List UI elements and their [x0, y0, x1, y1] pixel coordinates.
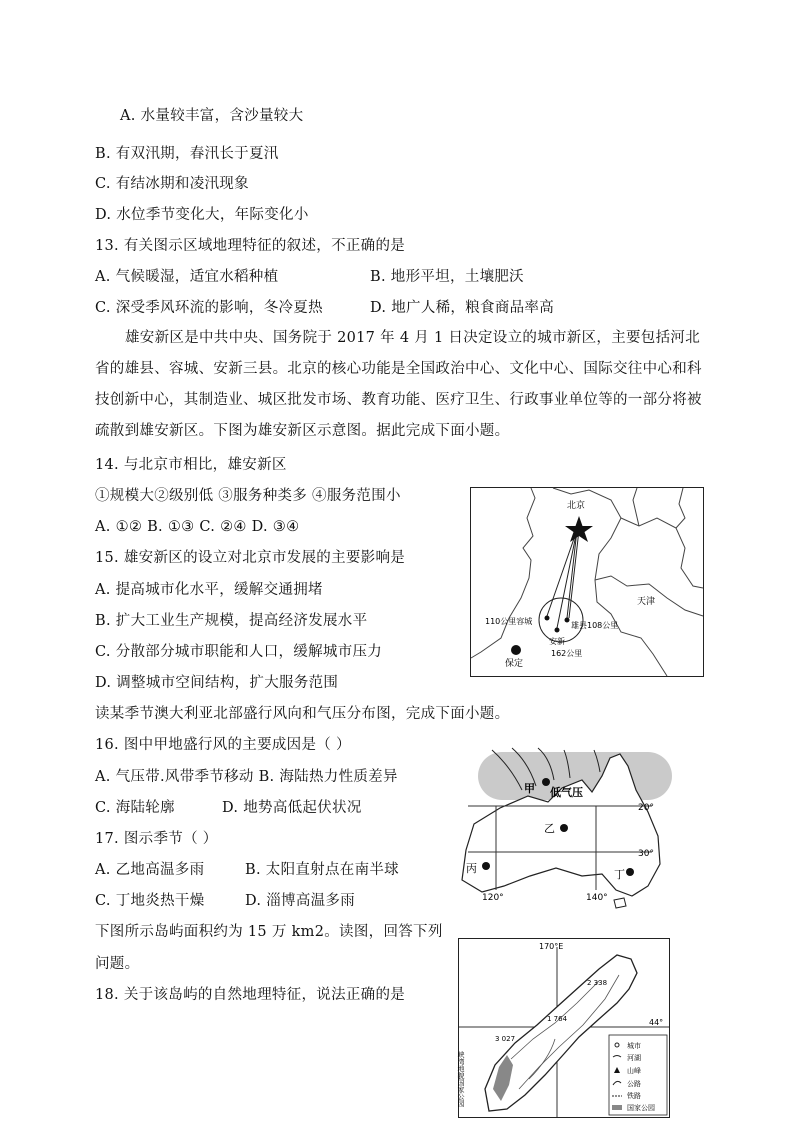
- lat-20-label: 20°: [638, 803, 654, 813]
- park-legend-icon: [612, 1105, 622, 1110]
- legend-city: 城市: [627, 1042, 641, 1050]
- baoding-label: 保定: [505, 659, 524, 669]
- q17-option-a: A. 乙地高温多雨: [95, 862, 205, 878]
- yi-dot-icon: [560, 824, 568, 832]
- xiongxian-dot-icon: [565, 618, 570, 623]
- bing-dot-icon: [482, 862, 490, 870]
- q16-option-d: D. 地势高低起伏状况: [222, 800, 362, 816]
- bing-label: 丙: [466, 862, 477, 875]
- q15-option-b: B. 扩大工业生产规模，提高经济发展水平: [95, 613, 368, 629]
- island-map-svg: [459, 939, 669, 1117]
- q17-stem: 17. 图示季节（ ）: [95, 831, 218, 847]
- legend-park: 国家公园: [627, 1104, 655, 1112]
- q13-stem: 13. 有关图示区域地理特征的叙述，不正确的是: [95, 238, 406, 254]
- distance-lines: [547, 530, 579, 628]
- anxin-distance-label: 162公里: [551, 649, 583, 658]
- peak-1764-label: 1 764: [547, 1015, 568, 1023]
- beijing-star-icon: [565, 516, 593, 542]
- national-park-label: 峡湾地貌国家公园: [457, 1051, 465, 1107]
- australia-intro: 读某季节澳大利亚北部盛行风向和气压分布图，完成下面小题。: [95, 706, 510, 722]
- tianjin-label: 天津: [637, 597, 656, 607]
- legend-river: 河湖: [627, 1054, 641, 1062]
- jia-label: 甲: [524, 782, 535, 795]
- peak-2338-label: 2 338: [587, 979, 608, 987]
- q15-stem: 15. 雄安新区的设立对北京市发展的主要影响是: [95, 550, 406, 566]
- rongcheng-label: 110公里容城: [485, 617, 533, 626]
- q17-option-c: C. 丁地炎热干燥: [95, 893, 205, 909]
- ding-label: 丁: [614, 868, 625, 881]
- xiongan-passage: 雄安新区是中共中央、国务院于 2017 年 4 月 1 日决定设立的城市新区，主要包括河北省的雄县、容城、安新三县。北京的核心功能是全国政治中心、文化中心、国际交往中心和科技创新中心，其制造业、城区批发市场、教育功能、医疗卫生、行政事业单位等的一部分将被疏散到雄安新区。下图为雄安新区示意图。据此完成下面小题。: [95, 330, 702, 439]
- beijing-label: 北京: [567, 501, 586, 511]
- jia-dot-icon: [542, 778, 550, 786]
- q13-option-c: C. 深受季风环流的影响，冬冷夏热: [95, 300, 323, 316]
- q17-option-b: B. 太阳直射点在南半球: [245, 862, 399, 878]
- q13-option-d: D. 地广人稀，粮食商品率高: [370, 300, 555, 316]
- q15-option-d: D. 调整城市空间结构，扩大服务范围: [95, 675, 339, 691]
- q14-stem: 14. 与北京市相比，雄安新区: [95, 457, 287, 473]
- lon-120-label: 120°: [482, 893, 504, 903]
- legend-peak: 山峰: [627, 1067, 641, 1075]
- xiongan-map-svg: [471, 488, 703, 676]
- q14-options: A. ①② B. ①③ C. ②④ D. ③④: [95, 519, 300, 535]
- q13-option-a: A. 气候暖湿，适宜水稻种植: [95, 269, 279, 285]
- island-map: [458, 938, 670, 1118]
- q18-stem: 18. 关于该岛屿的自然地理特征，说法正确的是: [95, 987, 406, 1003]
- xiongxian-label: 雄县108公里: [571, 621, 619, 630]
- lat-30-label: 30°: [638, 849, 654, 859]
- q16-stem: 16. 图中甲地盛行风的主要成因是（ ）: [95, 737, 351, 753]
- xiongan-map: [470, 487, 704, 677]
- q12-option-d: D. 水位季节变化大，年际变化小: [95, 207, 309, 223]
- ding-dot-icon: [626, 868, 634, 876]
- boundary-lines: [471, 488, 703, 676]
- island-intro: 下图所示岛屿面积约为 15 万 km2。读图，回答下列: [95, 924, 443, 940]
- lon-140-label: 140°: [586, 893, 608, 903]
- q16-options-ab: A. 气压带.风带季节移动 B. 海陆热力性质差异: [95, 769, 398, 785]
- baoding-dot-icon: [511, 645, 521, 655]
- australia-map-svg: [452, 740, 670, 908]
- lat-44-label: 44°: [649, 1018, 664, 1027]
- q14-items: ①规模大②级别低 ③服务种类多 ④服务范围小: [95, 488, 401, 504]
- low-pressure-label: 低气压: [550, 786, 583, 799]
- q16-option-c: C. 海陆轮廓: [95, 800, 175, 816]
- q13-option-b: B. 地形平坦，土壤肥沃: [370, 269, 524, 285]
- rongcheng-dot-icon: [545, 616, 550, 621]
- q12-option-c: C. 有结冰期和凌汛现象: [95, 176, 249, 192]
- legend-railway: 铁路: [627, 1092, 641, 1100]
- tasmania-outline: [614, 898, 626, 908]
- q17-option-d: D. 淄博高温多雨: [245, 893, 356, 909]
- anxin-label: 安新: [549, 637, 565, 646]
- q12-option-b: B. 有双汛期，春汛长于夏汛: [95, 146, 279, 162]
- anxin-dot-icon: [555, 628, 560, 633]
- q15-option-c: C. 分散部分城市职能和人口，缓解城市压力: [95, 644, 383, 660]
- peak-3027-label: 3 027: [495, 1035, 516, 1043]
- q15-option-a: A. 提高城市化水平，缓解交通拥堵: [95, 582, 323, 598]
- legend-road: 公路: [627, 1080, 641, 1088]
- australia-map: [452, 740, 670, 908]
- lon-170-label: 170°E: [539, 942, 564, 951]
- yi-label: 乙: [544, 822, 555, 835]
- q12-option-a: A. 水量较丰富，含沙量较大: [120, 108, 304, 124]
- island-intro-cont: 问题。: [95, 956, 140, 972]
